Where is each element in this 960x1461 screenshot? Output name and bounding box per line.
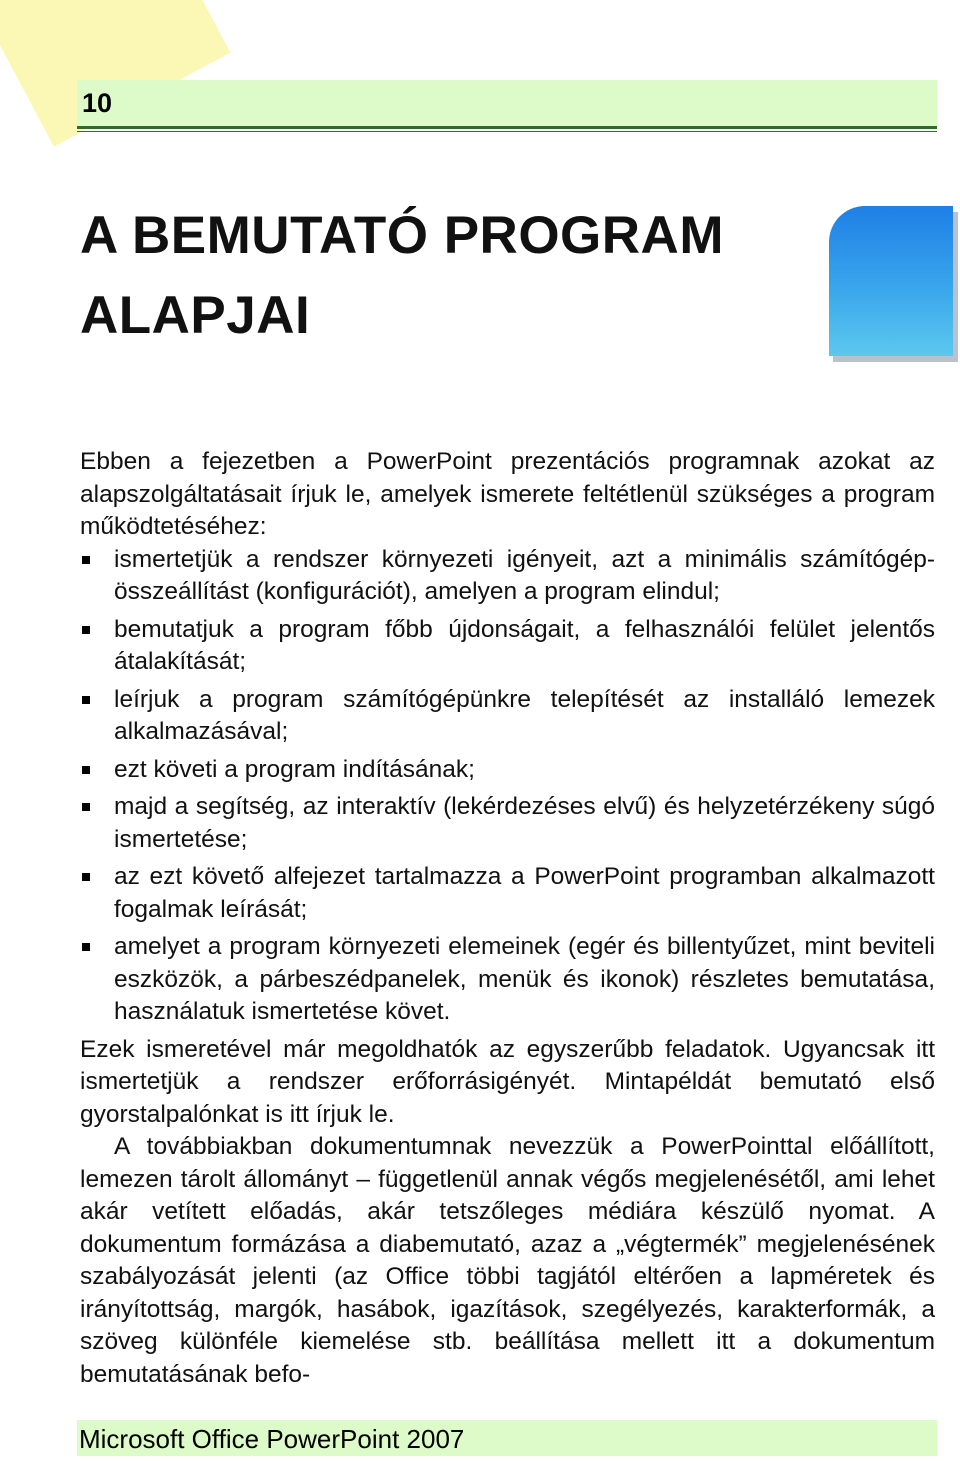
list-item-text: majd a segítség, az interaktív (lekérdezéses elvű) és helyzetérzékeny súgó ismertetése;	[114, 793, 935, 853]
list-item	[80, 754, 935, 787]
square-bullet-icon	[82, 766, 90, 774]
square-bullet-icon	[82, 803, 90, 811]
page-number: 10	[82, 88, 113, 118]
list-item-text: ezt követi a program indításának;	[114, 755, 475, 783]
chapter-title-line1: A BEMUTATÓ PROGRAM	[80, 206, 724, 265]
square-bullet-icon	[82, 943, 90, 951]
square-bullet-icon	[82, 626, 90, 634]
list-item-text: ismertetjük a rendszer környezeti igényeit, azt a minimális számítógép-összeállítást (konfigurációt), amelyen a program elindul;	[114, 545, 935, 605]
list-item-text: bemutatjuk a program főbb újdonságait, a felhasználói felület jelentős átalakítását;	[114, 615, 935, 675]
list-item-text: az ezt követő alfejezet tartalmazza a PowerPoint programban alkalmazott fogalmak leírását;	[114, 863, 935, 923]
page-footer	[77, 1420, 937, 1456]
list-item-text: leírjuk a program számítógépünkre telepítését az installáló lemezek alkalmazásával;	[114, 685, 935, 745]
bullet-list	[80, 544, 935, 1029]
list-item-text: amelyet a program környezeti elemeinek (egér és billentyűzet, mint beviteli eszközök, a párbeszédpanelek, menük és ikonok) részletes bemutatása, használatuk ismertetése követ.	[114, 933, 935, 1025]
list-item	[80, 614, 935, 679]
chapter-title-line2: ALAPJAI	[80, 286, 311, 345]
page-header	[77, 80, 937, 126]
list-item	[80, 791, 935, 856]
square-bullet-icon	[82, 696, 90, 704]
list-item	[80, 861, 935, 926]
body-text	[80, 446, 935, 1391]
list-item	[80, 544, 935, 609]
title-decoration-block	[829, 206, 953, 356]
paragraph: Ezek ismeretével már megoldhatók az egyszerűbb feladatok. Ugyancsak itt ismertetjük a rendszer erőforrásigényét. Mintapéldát bemutató első gyorstalpalónkat is itt írjuk le.	[80, 1035, 935, 1128]
header-rule	[77, 126, 937, 129]
square-bullet-icon	[82, 873, 90, 881]
square-bullet-icon	[82, 556, 90, 564]
list-item	[80, 931, 935, 1029]
list-item	[80, 684, 935, 749]
chapter-title	[80, 196, 840, 356]
intro-paragraph: Ebben a fejezetben a PowerPoint prezentációs programnak azokat az alapszolgáltatásait írjuk le, amelyek ismerete feltétlenül szükséges a program működtetéséhez:	[80, 448, 935, 540]
header-rule-thin	[77, 131, 937, 132]
paragraph: A továbbiakban dokumentumnak nevezzük a PowerPointtal előállított, lemezen tárolt állományt – függetlenül annak végős megjelenésétől, ami lehet akár vetített előadás, akár tetszőleges médiára készülő nyomat. A dokumentum formázása a diabemutató, azaz a „végtermék” megjelenésének szabályozását jelenti (az Office többi tagjától eltérően a lapméretek és irányítottság, margók, hasábok, igazítások, szegélyezés, karakterformák, a szöveg különféle kiemelése stb. beállítása mellett itt a dokumentum bemutatásának befo-	[80, 1133, 935, 1388]
footer-text: Microsoft Office PowerPoint 2007	[79, 1424, 465, 1454]
